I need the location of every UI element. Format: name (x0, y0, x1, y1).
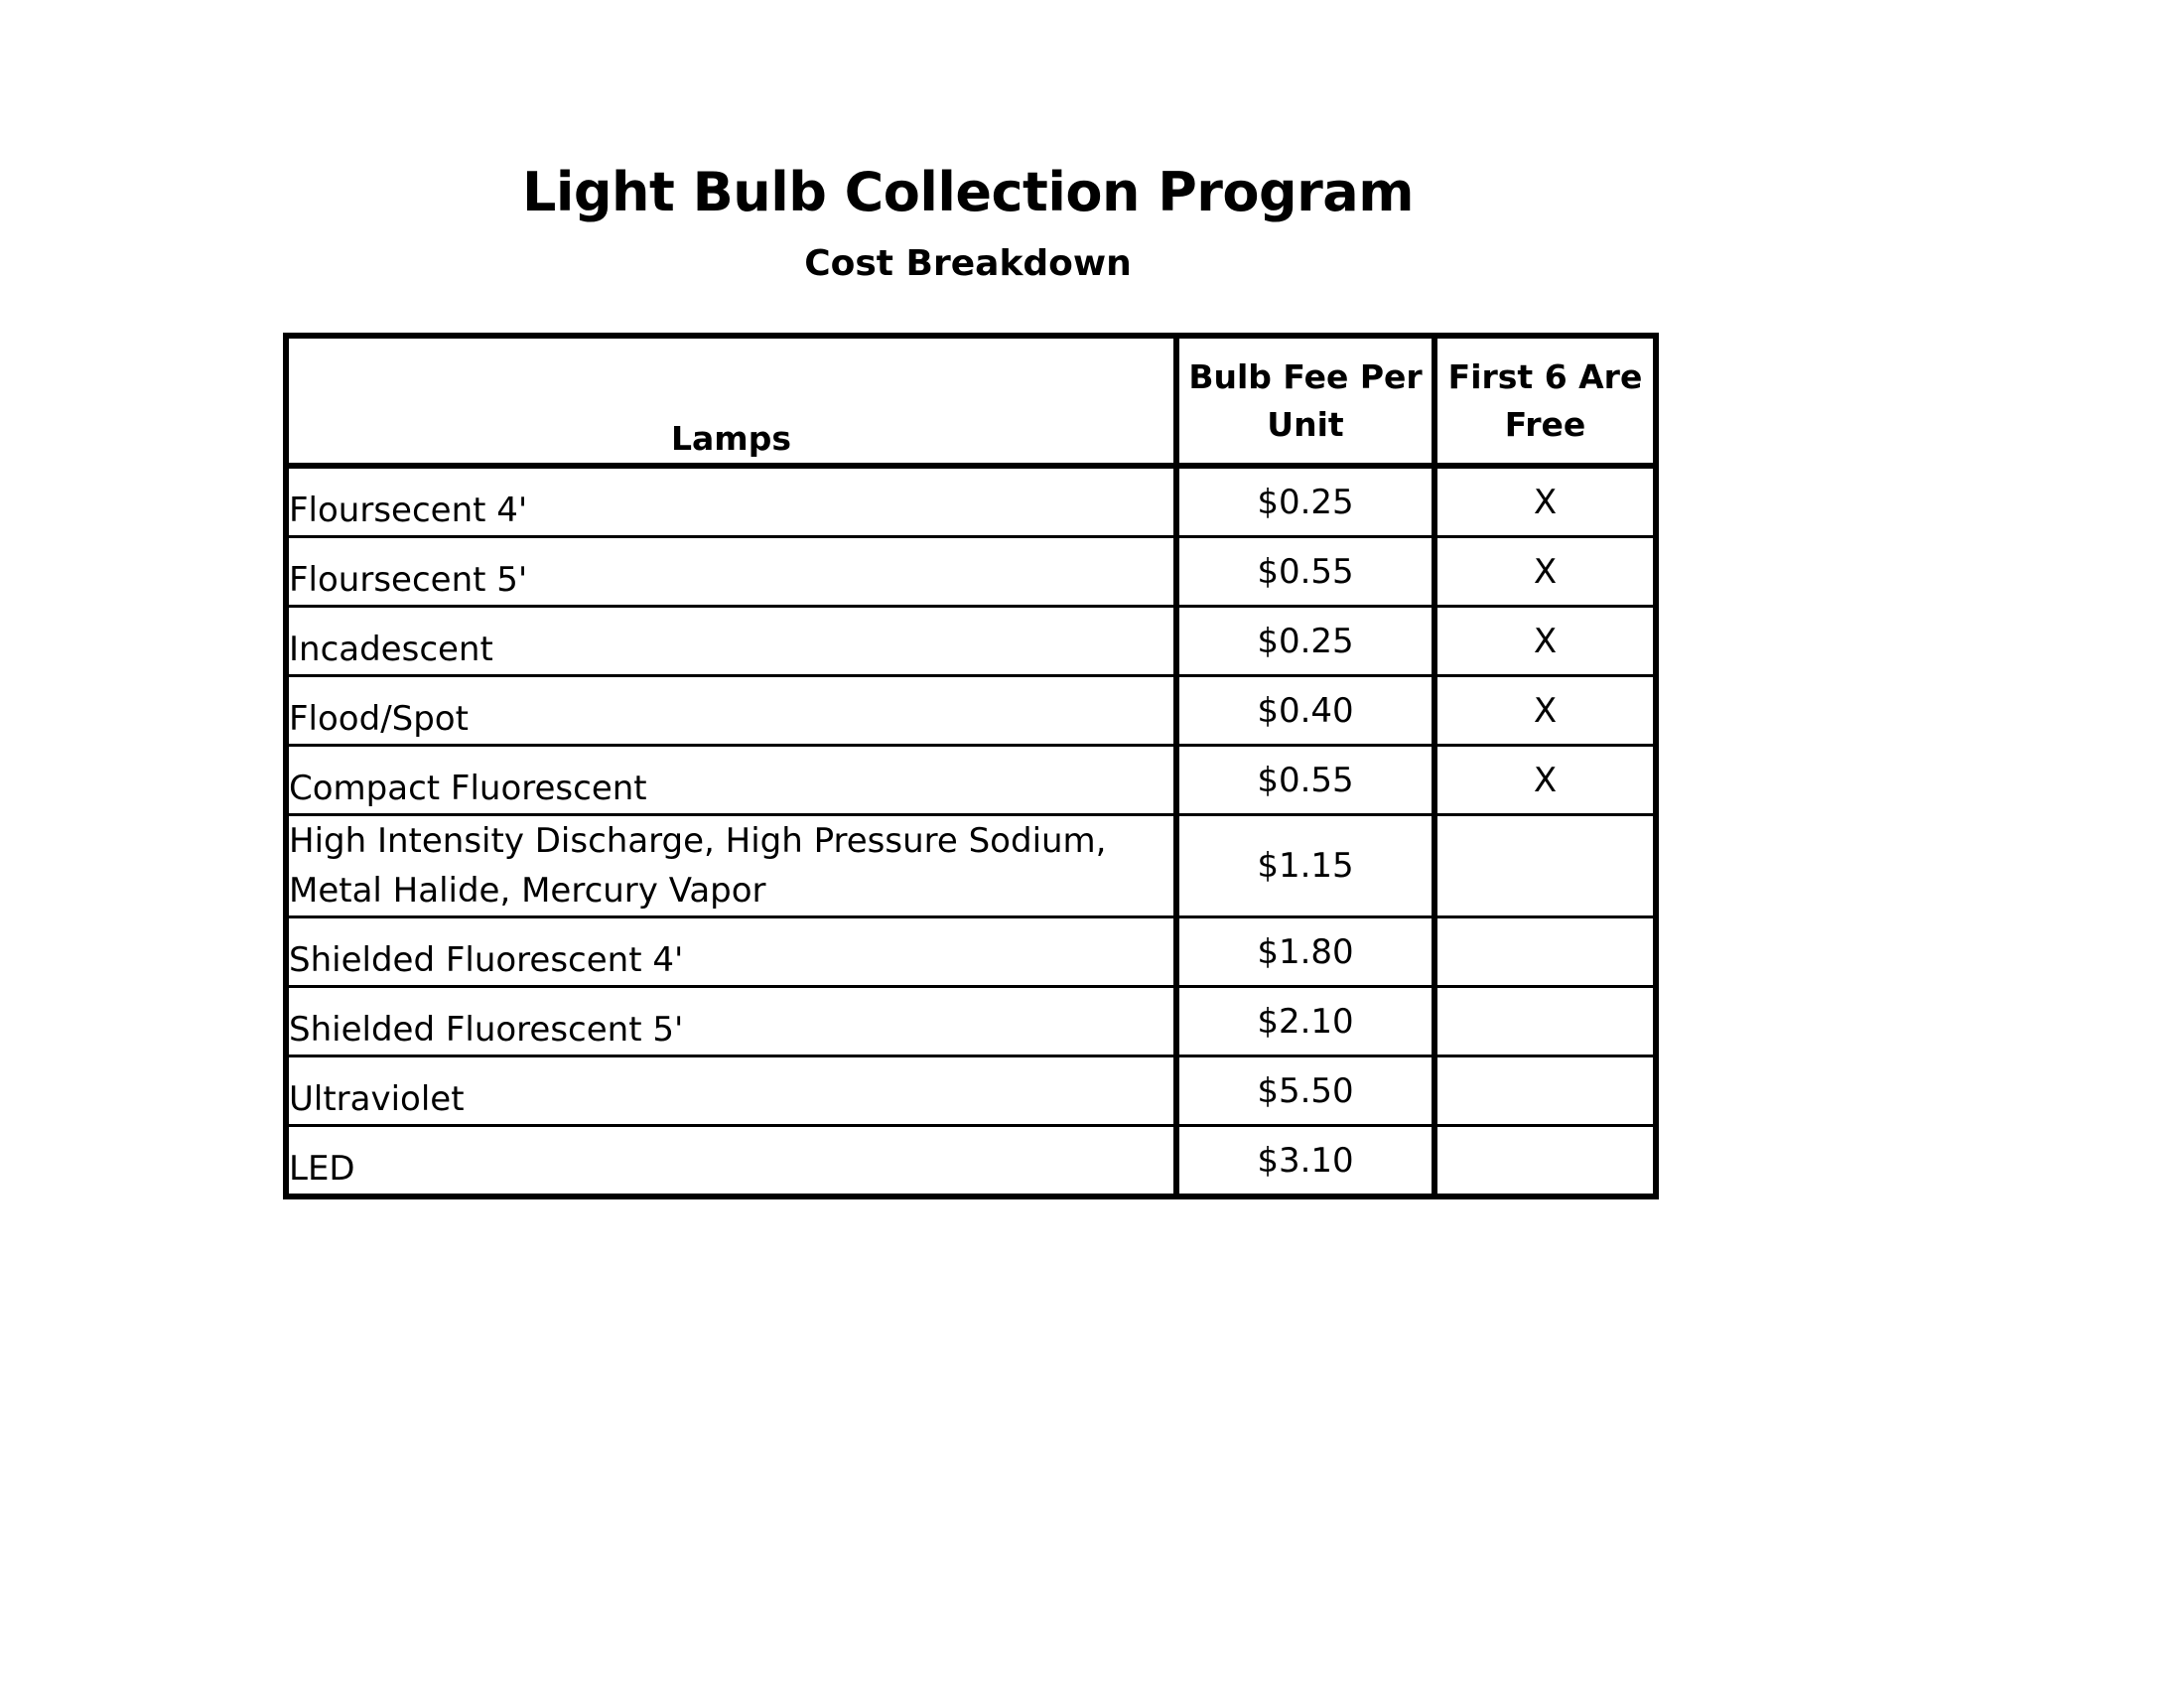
first-six-free-cell: X (1434, 607, 1656, 676)
table-row (286, 1126, 1656, 1197)
page-title: Light Bulb Collection Program (521, 161, 1415, 223)
table-row (286, 607, 1656, 676)
first-six-free-cell: X (1434, 537, 1656, 607)
first-six-free-cell: X (1434, 746, 1656, 815)
bulb-fee-cell: $5.50 (1176, 1056, 1434, 1126)
lamp-name-cell: Flood/Spot (286, 676, 1176, 746)
column-header-first-six-free: First 6 Are Free (1434, 336, 1656, 466)
first-six-free-cell: X (1434, 466, 1656, 537)
bulb-fee-cell: $0.25 (1176, 466, 1434, 537)
first-six-free-cell (1434, 987, 1656, 1056)
first-six-free-cell: X (1434, 676, 1656, 746)
first-six-free-cell (1434, 815, 1656, 917)
lamp-name-cell: Shielded Fluorescent 4' (286, 917, 1176, 987)
table-row (286, 815, 1656, 917)
table-row (286, 537, 1656, 607)
cost-breakdown-table (283, 333, 1659, 1199)
bulb-fee-cell: $3.10 (1176, 1126, 1434, 1197)
first-six-free-cell (1434, 1126, 1656, 1197)
lamp-name-cell: Incadescent (286, 607, 1176, 676)
table-row (286, 1056, 1656, 1126)
bulb-fee-cell: $2.10 (1176, 987, 1434, 1056)
page-subtitle: Cost Breakdown (804, 243, 1132, 284)
lamp-name-cell: Shielded Fluorescent 5' (286, 987, 1176, 1056)
table-row (286, 987, 1656, 1056)
bulb-fee-cell: $0.25 (1176, 607, 1434, 676)
table-row (286, 676, 1656, 746)
first-six-free-cell (1434, 1056, 1656, 1126)
table-row (286, 917, 1656, 987)
bulb-fee-cell: $1.15 (1176, 815, 1434, 917)
column-header-bulb-fee: Bulb Fee Per Unit (1176, 336, 1434, 466)
column-header-lamps: Lamps (286, 336, 1176, 466)
lamp-name-cell: LED (286, 1126, 1176, 1197)
lamp-name-cell: Compact Fluorescent (286, 746, 1176, 815)
lamp-name-cell: Ultraviolet (286, 1056, 1176, 1126)
bulb-fee-cell: $0.55 (1176, 537, 1434, 607)
lamp-name-cell: Floursecent 5' (286, 537, 1176, 607)
table-header-row (286, 336, 1656, 466)
bulb-fee-cell: $0.40 (1176, 676, 1434, 746)
table-row (286, 466, 1656, 537)
lamp-name-cell: High Intensity Discharge, High Pressure Sodium, Metal Halide, Mercury Vapor (286, 815, 1176, 917)
bulb-fee-cell: $0.55 (1176, 746, 1434, 815)
lamp-name-cell: Floursecent 4' (286, 466, 1176, 537)
table-row (286, 746, 1656, 815)
first-six-free-cell (1434, 917, 1656, 987)
bulb-fee-cell: $1.80 (1176, 917, 1434, 987)
